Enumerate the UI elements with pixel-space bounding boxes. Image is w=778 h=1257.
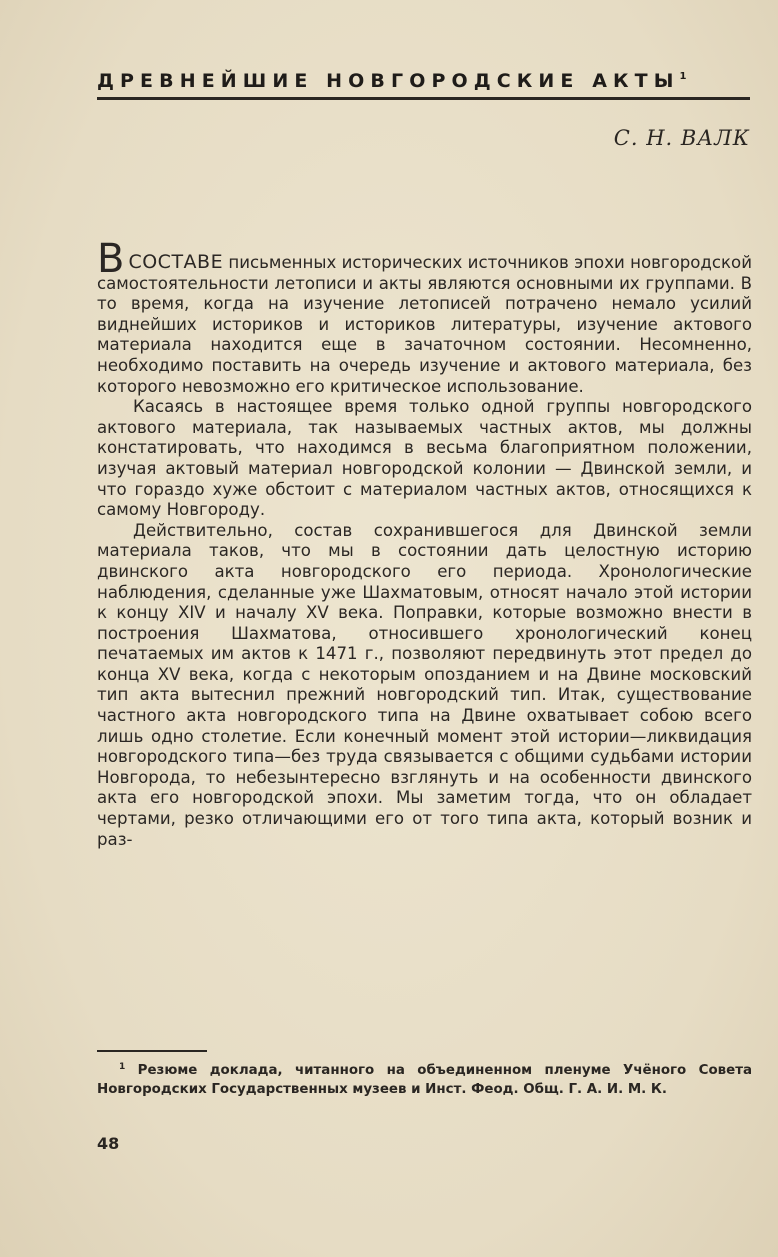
paragraph-3: Действительно, состав сохранившегося для Двинской земли материала таков, что мы в состоянии дать целостную историю двинского акта новгородского его периода. Хронологические наблюдения, сделанные уже Шахматовым, относят начало этой истории к концу XIV и началу XV века. Поправки, которые возможно внести в построения Шахматова, относившего хронологический конец печатаемых им актов к 1471 г., позволяют передвинуть этот предел до конца XV века, когда с некоторым опозданием и на Двине московский тип акта вытеснил прежний новгородский тип. Итак, существование частного акта новгородского типа на Двине охватывает собою всего лишь одно столетие. Если конечный момент этой истории—ликвидация новгородского типа—без труда связывается с общими судьбами истории Новгорода, то небезынтересно взглянуть и на особенности двинского акта его новгородской эпохи. Мы заметим тогда, что он обладает чертами, резко отличающими его от того типа акта, который возник и раз- [97, 520, 752, 849]
paragraph-2: Касаясь в настоящее время только одной группы новгородского актового материала, так называемых частных актов, мы должны констатировать, что находимся в весьма благоприятном положении, изучая актовый материал новгородской колонии — Двинской земли, и что гораздо хуже обстоит с материалом частных актов, относящихся к самому Новгороду. [97, 397, 752, 520]
title-footnote-marker: 1 [679, 71, 687, 82]
drop-cap: В [97, 236, 125, 282]
title-rule [97, 97, 750, 100]
footnote [97, 1058, 752, 1099]
footnote-rule [97, 1050, 207, 1052]
article-title-text: ДРЕВНЕЙШИЕ НОВГОРОДСКИЕ АКТЫ [97, 70, 680, 92]
footnote-text: Резюме доклада, читанного на объединенном пленуме Учёного Совета Новгородских Государственных музеев и Инст. Феод. Общ. Г. А. И. М. К. [97, 1063, 752, 1097]
author-name: С. Н. ВАЛК [613, 126, 750, 150]
paragraph-1 [97, 236, 752, 397]
article-title [97, 70, 752, 92]
lead-words: СОСТАВЕ [128, 251, 224, 273]
paragraph-1-text: письменных исторических источников эпохи новгородской самостоятельности летописи и акты являются основными их группами. В то время, когда на изучение летописей потрачено немало усилий виднейших историков и историков литературы, изучение актового материала находится еще в зачаточном состоянии. Несомненно, необходимо поставить на очередь изучение и актового материала, без которого невозможно его критическое использование. [97, 253, 752, 396]
page-number: 48 [97, 1134, 120, 1153]
article-body [97, 236, 752, 850]
footnote-marker: 1 [119, 1062, 126, 1072]
